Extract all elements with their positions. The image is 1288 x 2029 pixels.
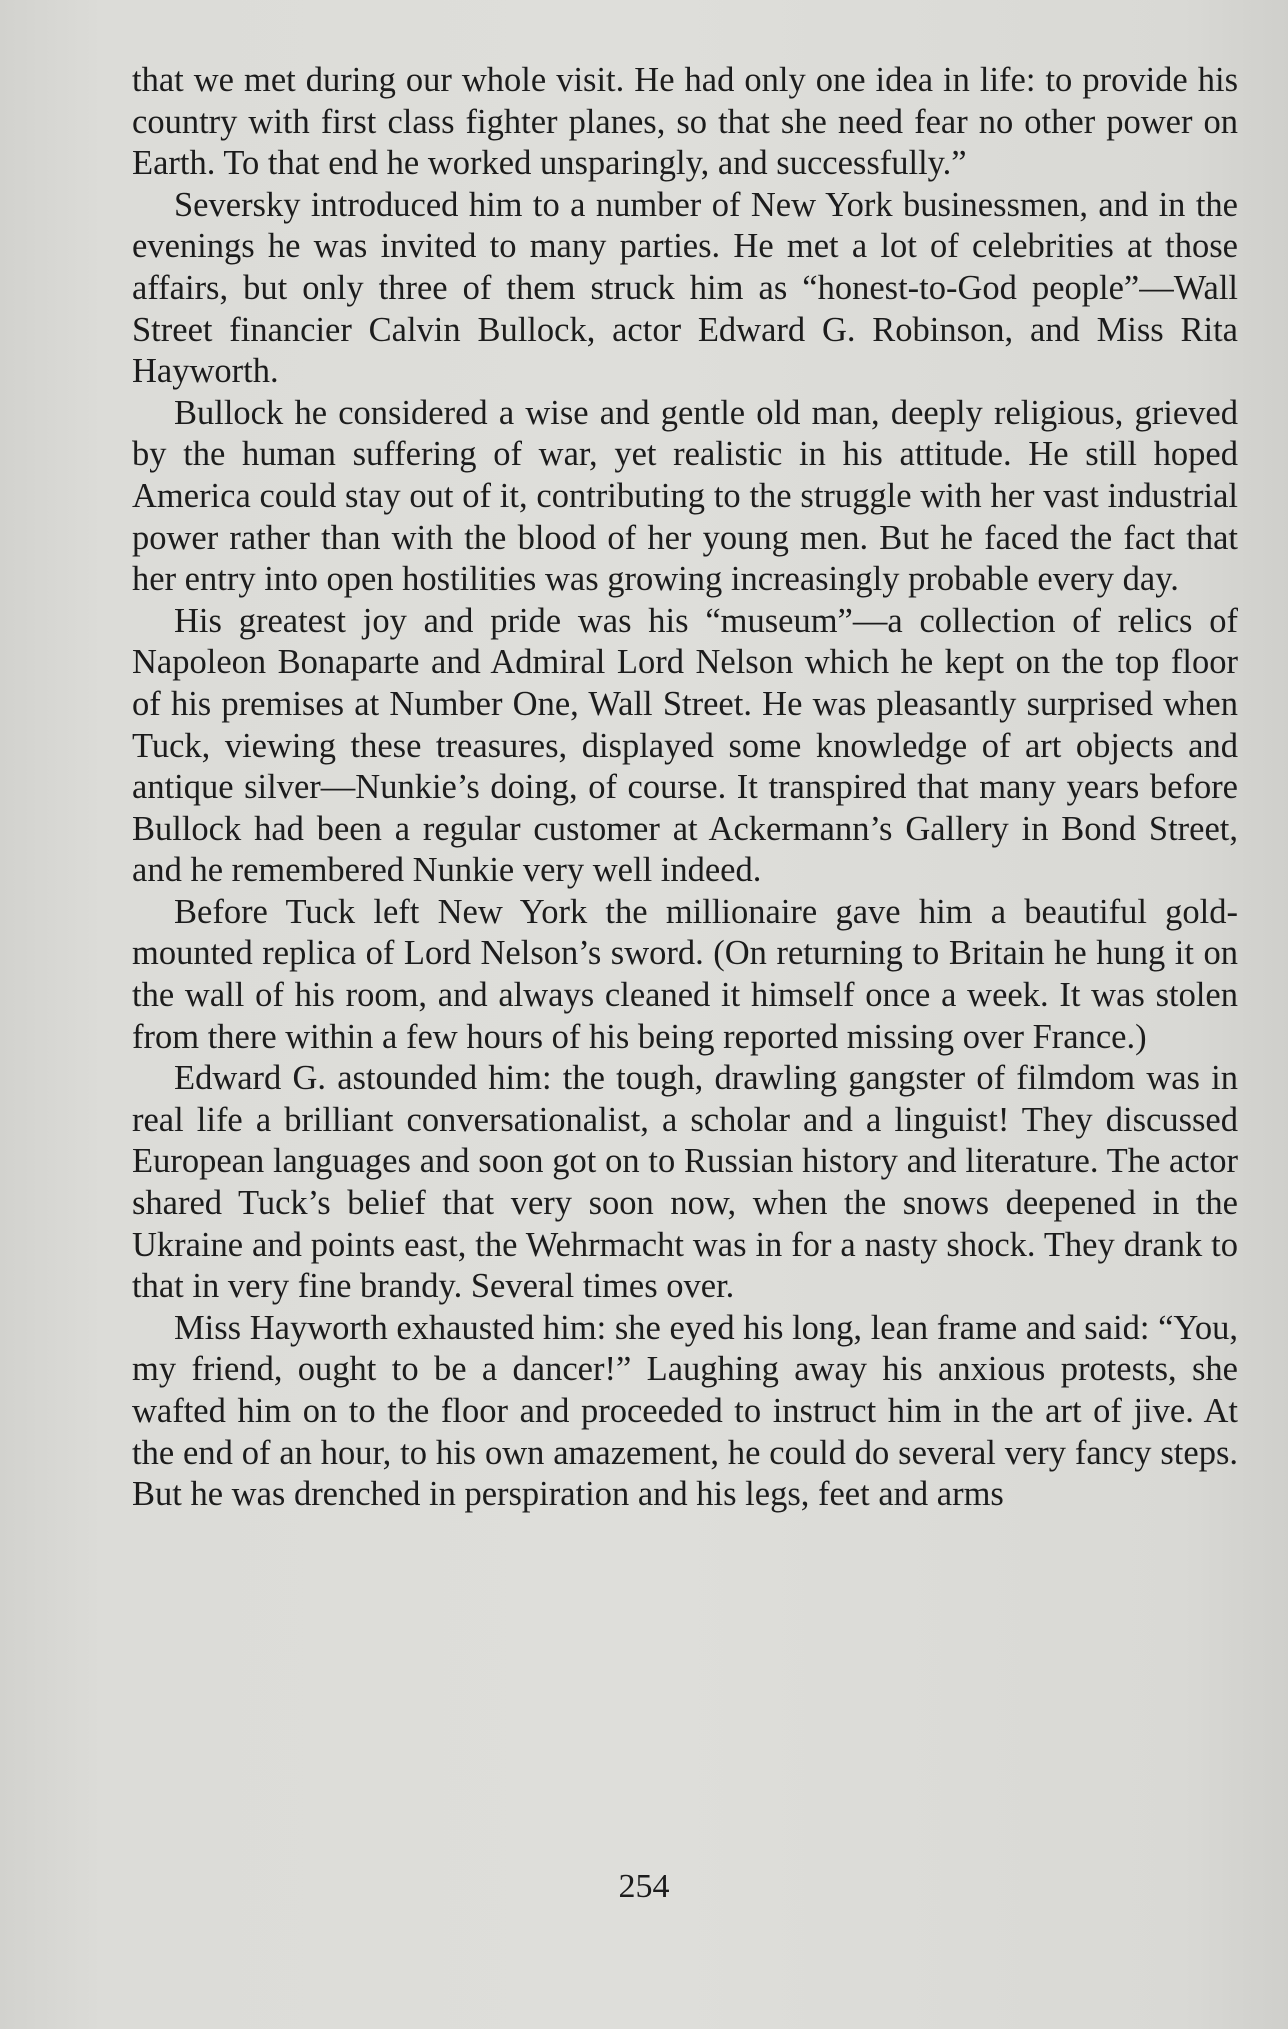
paragraph-7: Miss Hayworth exhausted him: she eyed his long, lean frame and said: “You, my friend, ought to be a dancer!” Laughing away his anxious protests, she wafted him on to the floor and proceeded to instruct him in the art of jive. At the end of an hour, to his own amazement, he could do several very fancy steps. But he was drenched in perspiration and his legs, feet and arms <box>132 1308 1238 1514</box>
body-text <box>132 60 1238 1516</box>
paragraph-1: that we met during our whole visit. He had only one idea in life: to provide his country with first class fighter planes, so that she need fear no other power on Earth. To that end he worked unsparingly, and successfully.” <box>132 61 1238 183</box>
paragraph-3: Bullock he considered a wise and gentle old man, deeply religious, grieved by the human suffering of war, yet realistic in his attitude. He still hoped America could stay out of it, contributing to the struggle with her vast industrial power rather than with the blood of her young men. But he faced the fact that her entry into open hostilities was growing increasingly probable every day. <box>132 393 1238 599</box>
paragraph-5: Before Tuck left New York the millionaire gave him a beautiful gold-mounted replica of Lord Nelson’s sword. (On returning to Britain he hung it on the wall of his room, and always cleaned it himself once a week. It was stolen from there within a few hours of his being reported missing over France.) <box>132 892 1238 1056</box>
paragraph-6: Edward G. astounded him: the tough, drawling gangster of filmdom was in real life a brilliant conversationalist, a scholar and a linguist! They discussed European languages and soon got on to Russian history and literature. The actor shared Tuck’s belief that very soon now, when the snows deepened in the Ukraine and points east, the Wehrmacht was in for a nasty shock. They drank to that in very fine brandy. Several times over. <box>132 1059 1238 1306</box>
page-number: 254 <box>618 1868 670 1905</box>
paragraph-4: His greatest joy and pride was his “museum”—a collection of relics of Napoleon Bonaparte and Admiral Lord Nelson which he kept on the top floor of his premises at Number One, Wall Street. He was pleasantly surprised when Tuck, viewing these treasures, displayed some knowledge of art objects and antique silver—Nunkie’s doing, of course. It transpired that many years before Bullock had been a regular customer at Ackermann’s Gallery in Bond Street, and he remembered Nunkie very well indeed. <box>132 601 1238 890</box>
paragraph-2: Seversky introduced him to a number of New York businessmen, and in the evenings he was invited to many parties. He met a lot of celebrities at those affairs, but only three of them struck him as “honest-to-God people”—Wall Street financier Calvin Bullock, actor Edward G. Robinson, and Miss Rita Hayworth. <box>132 185 1238 391</box>
